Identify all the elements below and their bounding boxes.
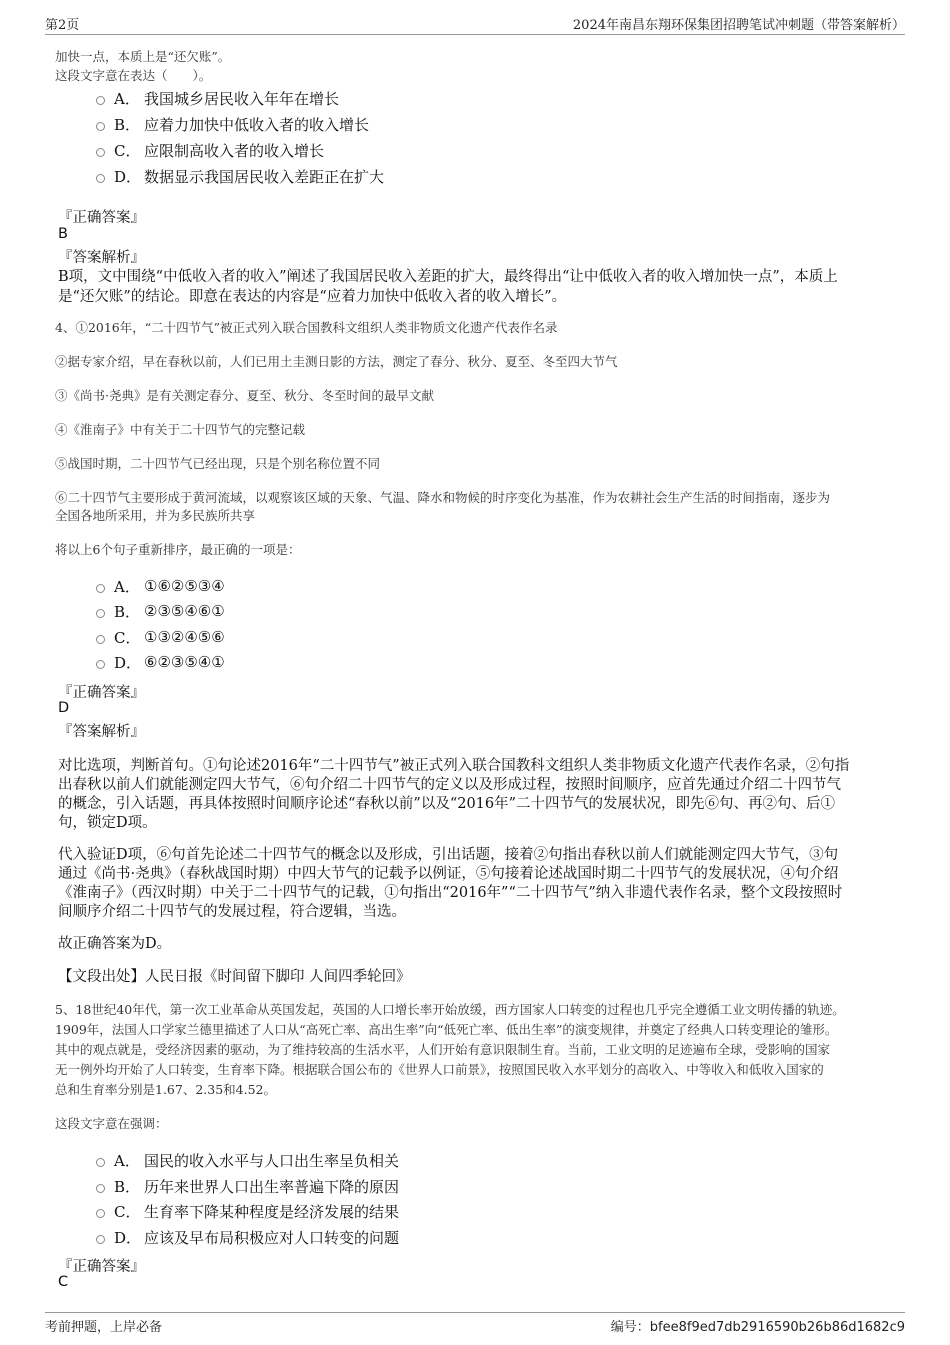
q4-analysis-line: 出春秋以前人们就能测定四大节气，⑥句介绍二十四节气的定义以及形成过程，按照时间顺序，应首先通过介绍二十四节气 bbox=[58, 777, 841, 793]
q4-option-d[interactable]: D． ⑥②③⑤④① bbox=[96, 652, 225, 672]
q4-option-a[interactable]: A． ①⑥②⑤③④ bbox=[96, 576, 225, 596]
q5-option-a[interactable]: A． 国民的收入水平与人口出生率呈负相关 bbox=[96, 1150, 399, 1170]
q4-analysis-line: 《淮南子》（西汉时期）中关于二十四节气的记载，①句指出“2016年”“二十四节气”纳入非遗代表作名录，整个文段按照时 bbox=[58, 885, 843, 901]
page-number: 第2页 bbox=[45, 18, 80, 33]
q3-analysis-line: 是“还欠账”的结论。即意在表达的内容是“应着力加快中低收入者的收入增长”。 bbox=[58, 289, 567, 305]
q3-answer: B bbox=[58, 226, 68, 242]
q3-answer-label: 『正确答案』 bbox=[58, 210, 145, 226]
q4-sentence-3: ③《尚书·尧典》是有关测定春分、夏至、秋分、冬至时间的最早文献 bbox=[55, 388, 434, 403]
q5-option-c[interactable]: C． 生育率下降某种程度是经济发展的结果 bbox=[96, 1201, 399, 1221]
q4-sentence-1: 4、①2016年，“二十四节气”被正式列入联合国教科文组织人类非物质文化遗产代表作名录 bbox=[55, 320, 558, 335]
q4-sentence-6: 全国各地所采用，并为多民族所共享 bbox=[55, 508, 256, 523]
q4-analysis-line: 句，锁定D项。 bbox=[58, 815, 157, 831]
q4-analysis-label: 『答案解析』 bbox=[58, 724, 145, 740]
radio-icon[interactable] bbox=[96, 148, 105, 157]
q4-option-b[interactable]: B． ②③⑤④⑥① bbox=[96, 601, 225, 621]
radio-icon[interactable] bbox=[96, 1235, 105, 1244]
q5-stem-line: 5、18世纪40年代，第一次工业革命从英国发起，英国的人口增长率开始放缓，西方国家人口转变的过程也几乎完全遵循工业文明传播的轨迹。 bbox=[55, 1002, 845, 1017]
q5-stem-line: 无一例外均开始了人口转变，生育率下降。根据联合国公布的《世界人口前景》，按照国民收入水平划分的高收入、中等收入和低收入国家的 bbox=[55, 1062, 824, 1077]
document-id: 编号：bfee8f9ed7db2916590b26b86d1682c9 bbox=[610, 1320, 905, 1335]
q5-stem-line: 1909年，法国人口学家兰德里描述了人口从“高死亡率、高出生率”向“低死亡率、低出生率”的演变规律，并奠定了经典人口转变理论的雏形。 bbox=[55, 1022, 838, 1037]
q4-analysis-line: 对比选项，判断首句。①句论述2016年“二十四节气”被正式列入联合国教科文组织人类非物质文化遗产代表作名录，②句指 bbox=[58, 758, 850, 774]
radio-icon[interactable] bbox=[96, 584, 105, 593]
q4-analysis-line: 间顺序介绍二十四节气的发展过程，符合逻辑，当选。 bbox=[58, 904, 406, 920]
q5-prompt: 这段文字意在强调： bbox=[55, 1116, 168, 1131]
q4-analysis-line: 代入验证D项，⑥句首先论述二十四节气的概念以及形成，引出话题，接着②句指出春秋以前人们就能测定四大节气，③句 bbox=[58, 847, 839, 863]
q4-analysis-line: 通过《尚书·尧典》（春秋战国时期）中四大节气的记载予以例证，⑤句接着论述战国时期二十四节气的发展状况，④句介绍 bbox=[58, 866, 839, 882]
q5-answer: C bbox=[58, 1274, 69, 1290]
q3-option-b[interactable]: B． 应着力加快中低收入者的收入增长 bbox=[96, 114, 369, 134]
q3-prompt: 这段文字意在表达（ ）。 bbox=[55, 68, 212, 83]
q4-analysis-line: 的概念，引入话题，再具体按照时间顺序论述“春秋以前”以及“2016年”二十四节气的发展状况，即先⑥句、再②句、后① bbox=[58, 796, 836, 812]
q3-option-c[interactable]: C． 应限制高收入者的收入增长 bbox=[96, 140, 324, 160]
q4-sentence-2: ②据专家介绍，早在春秋以前，人们已用土圭测日影的方法，测定了春分、秋分、夏至、冬至四大节气 bbox=[55, 354, 618, 369]
q5-stem-line: 总和生育率分别是1.67、2.35和4.52。 bbox=[55, 1082, 276, 1097]
q5-answer-label: 『正确答案』 bbox=[58, 1259, 145, 1275]
q3-option-a[interactable]: A． 我国城乡居民收入年年在增长 bbox=[96, 88, 339, 108]
document-title: 2024年南昌东翔环保集团招聘笔试冲刺题（带答案解析） bbox=[572, 18, 905, 33]
q3-stem-tail: 加快一点，本质上是“还欠账”。 bbox=[55, 49, 231, 64]
radio-icon[interactable] bbox=[96, 1158, 105, 1167]
q4-option-c[interactable]: C． ①③②④⑤⑥ bbox=[96, 627, 225, 647]
q5-option-b[interactable]: B． 历年来世界人口出生率普遍下降的原因 bbox=[96, 1176, 399, 1196]
q3-analysis-line: B项，文中围绕“中低收入者的收入”阐述了我国居民收入差距的扩大，最终得出“让中低收入者的收入增加快一点”，本质上 bbox=[58, 269, 838, 285]
q4-conclusion: 故正确答案为D。 bbox=[58, 936, 172, 952]
radio-icon[interactable] bbox=[96, 1209, 105, 1218]
q4-sentence-4: ④《淮南子》中有关于二十四节气的完整记载 bbox=[55, 422, 306, 437]
q4-answer-label: 『正确答案』 bbox=[58, 685, 145, 701]
q3-option-d[interactable]: D． 数据显示我国居民收入差距正在扩大 bbox=[96, 166, 384, 186]
radio-icon[interactable] bbox=[96, 660, 105, 669]
radio-icon[interactable] bbox=[96, 122, 105, 131]
footer-slogan: 考前押题，上岸必备 bbox=[45, 1320, 163, 1335]
radio-icon[interactable] bbox=[96, 1184, 105, 1193]
page-footer bbox=[45, 1312, 905, 1335]
q5-option-d[interactable]: D． 应该及早布局积极应对人口转变的问题 bbox=[96, 1227, 399, 1247]
radio-icon[interactable] bbox=[96, 635, 105, 644]
q3-analysis-label: 『答案解析』 bbox=[58, 250, 145, 266]
q4-prompt: 将以上6个句子重新排序，最正确的一项是： bbox=[55, 542, 301, 557]
q4-sentence-5: ⑤战国时期，二十四节气已经出现，只是个别名称位置不同 bbox=[55, 456, 381, 471]
q4-answer: D bbox=[58, 700, 70, 716]
q5-stem-line: 其中的观点就是，受经济因素的驱动，为了维持较高的生活水平，人们开始有意识限制生育。当前，工业文明的足迹遍布全球，受影响的国家 bbox=[55, 1042, 831, 1057]
page-header bbox=[45, 12, 905, 35]
radio-icon[interactable] bbox=[96, 96, 105, 105]
q4-source: 【文段出处】人民日报《时间留下脚印 人间四季轮回》 bbox=[58, 969, 411, 985]
radio-icon[interactable] bbox=[96, 174, 105, 183]
radio-icon[interactable] bbox=[96, 609, 105, 618]
q4-sentence-6: ⑥二十四节气主要形成于黄河流域，以观察该区域的天象、气温、降水和物候的时序变化为基准，作为农耕社会生产生活的时间指南，逐步为 bbox=[55, 490, 831, 505]
